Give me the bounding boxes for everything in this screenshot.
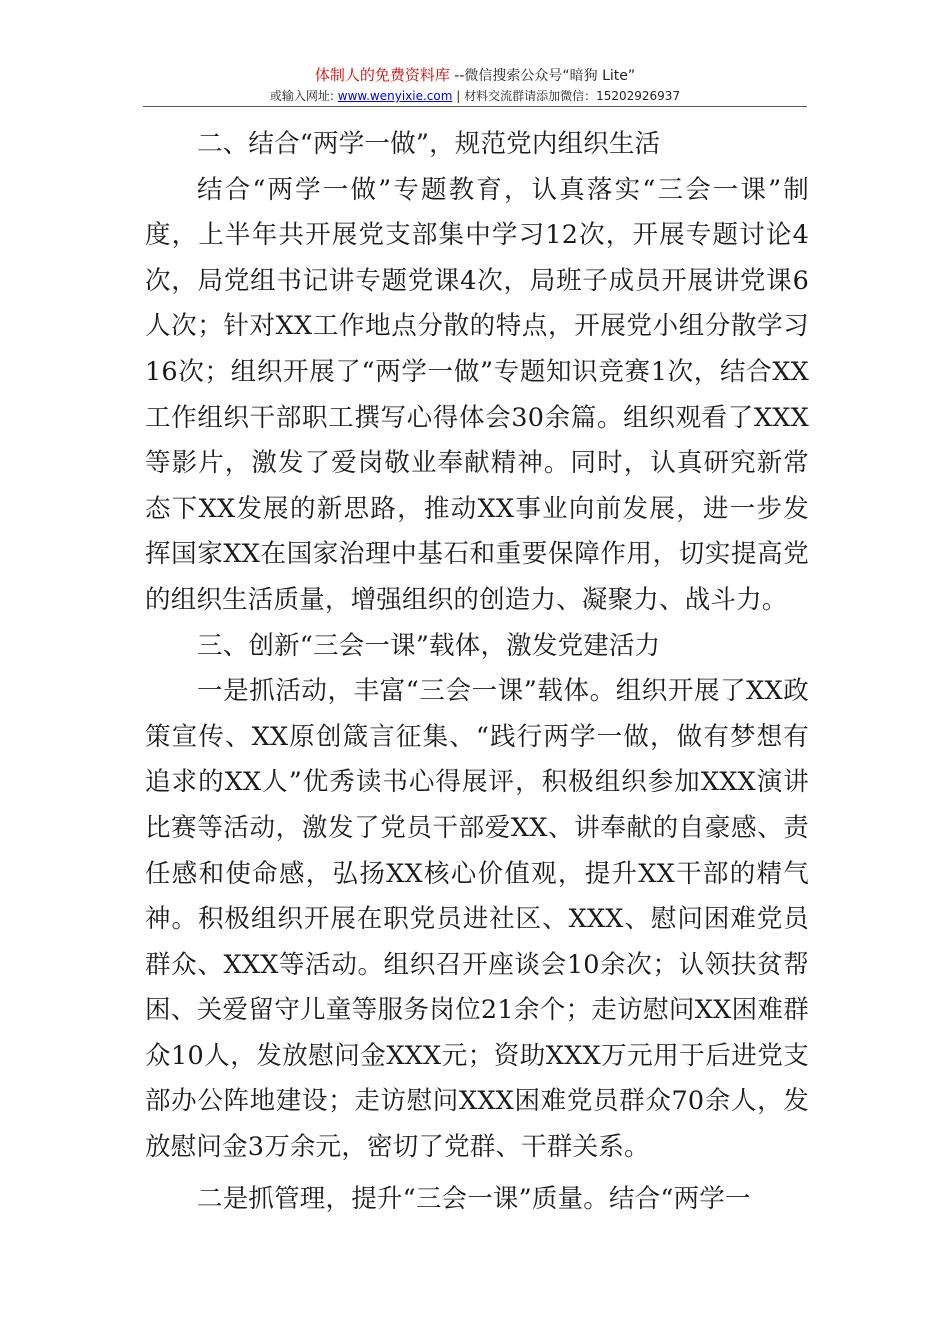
header-subtitle: --微信搜索公众号“暗狗 Lite” — [449, 68, 636, 84]
section-2-paragraph: 结合“两学一做”专题教育，认真落实“三会一课”制度，上半年共开展党支部集中学习12次，开展专题讨论4次，局党组书记讲专题党课4次，局班子成员开展讲党课6人次；针对XX工作地点分散的特点，开展党小组分散学习16次；组织开展了“两学一做”专题知识竞赛1次，结合XX工作组织干部职工撰写心得体会30余篇。组织观看了XXX等影片，激发了爱岗敬业奉献精神。同时，认真研究新常态下XX发展的新思路，推动XX事业向前发展，进一步发挥国家XX在国家治理中基石和重要保障作用，切实提高党的组织生活质量，增强组织的创造力、凝聚力、战斗力。 — [145, 174, 809, 615]
header-contact-line — [140, 88, 810, 104]
header-title-line — [140, 66, 810, 85]
section-3-paragraph-2: 二是抓管理，提升“三会一课”质量。结合“两学一 — [197, 1183, 751, 1214]
header-url-link[interactable]: www.wenyixie.com — [337, 89, 453, 103]
section-3-heading: 三、创新“三会一课”载体，激发党建活力 — [197, 630, 661, 661]
header-url-prefix: 或输入网址: — [269, 89, 338, 103]
header-brand: 体制人的免费资料库 — [314, 66, 450, 84]
document-body — [145, 122, 809, 1222]
section-3-paragraph-1: 一是抓活动，丰富“三会一课”载体。组织开展了XX政策宣传、XX原创箴言征集、“践行两学一做，做有梦想有追求的XX人”优秀读书心得展评，积极组织参加XXX演讲比赛等活动，激发了党员干部爱XX、讲奉献的自豪感、责任感和使命感，弘扬XX核心价值观，提升XX干部的精气神。积极组织开展在职党员进社区、XXX、慰问困难党员群众、XXX等活动。组织召开座谈会10余次；认领扶贫帮困、关爱留守儿童等服务岗位21余个；走访慰问XX困难群众10人，发放慰问金XXX元；资助XXX万元用于后进党支部办公阵地建设；走访慰问XXX困难党员群众70余人，发放慰问金3万余元，密切了党群、干群关系。 — [145, 676, 809, 1163]
page-header — [140, 66, 810, 104]
header-divider — [143, 106, 807, 107]
section-2-heading: 二、结合“两学一做”，规范党内组织生活 — [197, 129, 661, 159]
header-contact: | 材料交流群请添加微信：15202926937 — [452, 89, 681, 103]
